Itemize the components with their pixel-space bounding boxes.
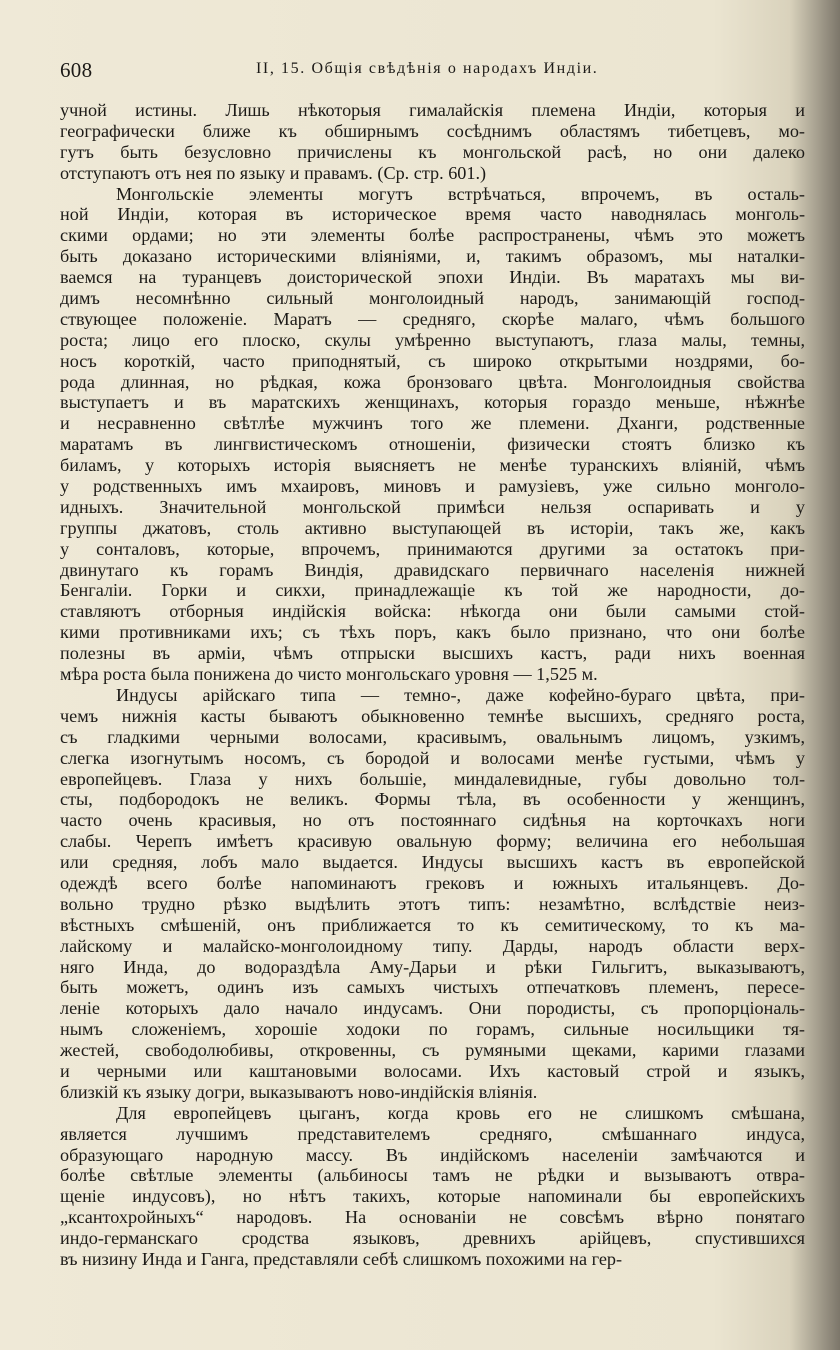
text-line: вѣстныхъ смѣшеній, онъ приближается то къ семитическому, то къ ма- [60,914,805,935]
text-line: ной Индіи, которая въ историческое время часто наводнялась монголь- [60,204,805,225]
text-line: леніе которыхъ дало начало индусамъ. Они породисты, съ пропорціональ- [60,998,805,1019]
text-line: въ низину Инда и Ганга, представляли себѣ слишкомъ похожими на гер- [60,1248,623,1269]
text-line: гутъ быть безусловно причислены къ монгольской расѣ, но они далеко [60,141,805,162]
text-line: быть доказано историческими вліяніями, и, такимъ образомъ, мы наталки- [60,246,805,267]
paragraph [60,685,805,1103]
body-text [60,100,805,1270]
text-line: у родственныхъ имъ мхаировъ, миновъ и рамузіевъ, уже сильно монголо- [60,476,805,497]
text-line: идныхъ. Значительной монгольской примѣси нельзя оспаривать и у [60,496,805,517]
text-line: индо-германскаго сродства языковъ, древнихъ арійцевъ, спустившихся [60,1228,805,1249]
text-line: или средняя, лобъ мало выдается. Индусы высшихъ кастъ въ европейской [60,852,805,873]
text-line: полезны въ арміи, чѣмъ отпрыски высшихъ кастъ, ради нихъ военная [60,643,805,664]
text-line: ваемся на туранцевъ доисторической эпохи Индіи. Въ маратахъ мы ви- [60,267,805,288]
text-line: Бенгаліи. Горки и сикхи, принадлежащіе къ той же народности, до- [60,580,805,601]
text-line: группы джатовъ, столь активно выступающей въ исторіи, такъ же, какъ [60,517,805,538]
page-header [60,58,790,84]
text-line: отступаютъ отъ нея по языку и правамъ. (Ср. стр. 601.) [60,162,487,183]
text-line: у сонталовъ, которые, впрочемъ, принимаются другими за остатокъ при- [60,538,805,559]
text-line: европейцевъ. Глаза у нихъ большіе, миндалевидные, губы довольно тол- [60,768,805,789]
running-title: II, 15. Общія свѣдѣнія о народахъ Индіи. [256,60,599,77]
text-line: образующаго народную массу. Въ индійскомъ населеніи замѣчаются и [60,1144,805,1165]
text-line: географически ближе къ обширнымъ сосѣднимъ областямъ тибетцевъ, мо- [60,120,805,141]
text-line: нымъ сложеніемъ, хорошіе ходоки по горамъ, сильные носильщики тя- [60,1019,805,1040]
text-line: быть можетъ, одинъ изъ самыхъ чистыхъ отпечатковъ племенъ, пересе- [60,977,805,998]
text-line: димъ несомнѣнно сильный монголоидный народъ, занимающій господ- [60,288,805,309]
paragraph [60,100,805,184]
text-line: кими противниками ихъ; съ тѣхъ поръ, какъ было признано, что они болѣе [60,622,805,643]
paragraph [60,184,805,685]
text-line: и несравненно свѣтлѣе мужчинъ того же племени. Дханги, родственные [60,413,805,434]
text-line: роста; лицо его плоско, скулы умѣренно выступаютъ, глаза малы, темны, [60,329,805,350]
text-line: скими ордами; но эти элементы болѣе распространены, чѣмъ это можетъ [60,225,805,246]
text-line: слегка изогнутымъ носомъ, съ бородой и волосами менѣе густыми, чѣмъ у [60,747,805,768]
text-line: Монгольскіе элементы могутъ встрѣчаться, впрочемъ, въ осталь- [116,183,805,204]
text-line: мѣра роста была понижена до чисто монгольскаго уровня — 1,525 м. [60,664,598,685]
text-line: одеждѣ всего болѣе напоминаютъ грековъ и южныхъ итальянцевъ. До- [60,872,805,893]
text-line: чемъ нижнія касты бываютъ обыкновенно темнѣе высшихъ, средняго роста, [60,705,805,726]
text-line: близкій къ языку догри, выказываютъ ново-индійскія вліянія. [60,1081,538,1102]
text-line: ставляютъ отборныя индійскія войска: нѣкогда они были самыми стой- [60,601,805,622]
page-number: 608 [60,58,93,82]
text-line: является лучшимъ представителемъ средняго, смѣшаннаго индуса, [60,1123,805,1144]
text-line: выступаетъ и въ маратскихъ женщинахъ, которыя гораздо меньше, нѣжнѣе [60,392,805,413]
text-line: рода длинная, но рѣдкая, кожа бронзоваго цвѣта. Монголоидныя свойства [60,371,805,392]
text-line: съ гладкими черными волосами, красивымъ, овальнымъ лицомъ, узкимъ, [60,726,805,747]
text-line: носъ короткій, часто приподнятый, съ широко открытыми ноздрями, бо- [60,350,805,371]
text-line: ствующее положеніе. Маратъ — средняго, скорѣе малаго, чѣмъ большого [60,308,805,329]
text-line: лайскому и малайско-монголоидному типу. Дарды, народъ области верх- [60,935,805,956]
text-line: сты, подбородокъ не великъ. Формы тѣла, въ особенности у женщинъ, [60,789,805,810]
text-line: и черными или каштановыми волосами. Ихъ кастовый строй и языкъ, [60,1060,805,1081]
text-line: биламъ, у которыхъ исторія выясняетъ не менѣе туранскихъ вліяній, чѣмъ [60,455,805,476]
text-line: вольно трудно рѣзко выдѣлить этотъ типъ: незамѣтно, вслѣдствіе неиз- [60,893,805,914]
text-line: „ксантохройныхъ“ народовъ. На основаніи не совсѣмъ вѣрно понятаго [60,1207,805,1228]
text-line: учной истины. Лишь нѣкоторыя гималайскія племена Индіи, которыя и [60,100,805,120]
text-line: щеніе индусовъ), но нѣтъ такихъ, которые напоминали бы европейскихъ [60,1186,805,1207]
text-line: няго Инда, до водораздѣла Аму-Дарьи и рѣки Гильгитъ, выказываютъ, [60,956,805,977]
text-line: слабы. Черепъ имѣетъ красивую овальную форму; величина его небольшая [60,831,805,852]
text-line: двинутаго къ горамъ Виндія, дравидскаго первичнаго населенія нижней [60,559,805,580]
text-line: Индусы арійскаго типа — темно-, даже кофейно-бураго цвѣта, при- [116,684,805,705]
text-line: часто очень красивыя, но отъ постояннаго сидѣнья на корточкахъ ноги [60,810,805,831]
text-line: Для европейцевъ цыганъ, когда кровь его не слишкомъ смѣшана, [116,1102,805,1123]
text-line: болѣе свѣтлые элементы (альбиносы тамъ не рѣдки и вызываютъ отвра- [60,1165,805,1186]
text-line: маратамъ въ лингвистическомъ отношеніи, физически стоятъ близко къ [60,434,805,455]
paragraph [60,1103,805,1270]
text-line: жестей, свободолюбивы, откровенны, съ румяными щеками, карими глазами [60,1040,805,1061]
